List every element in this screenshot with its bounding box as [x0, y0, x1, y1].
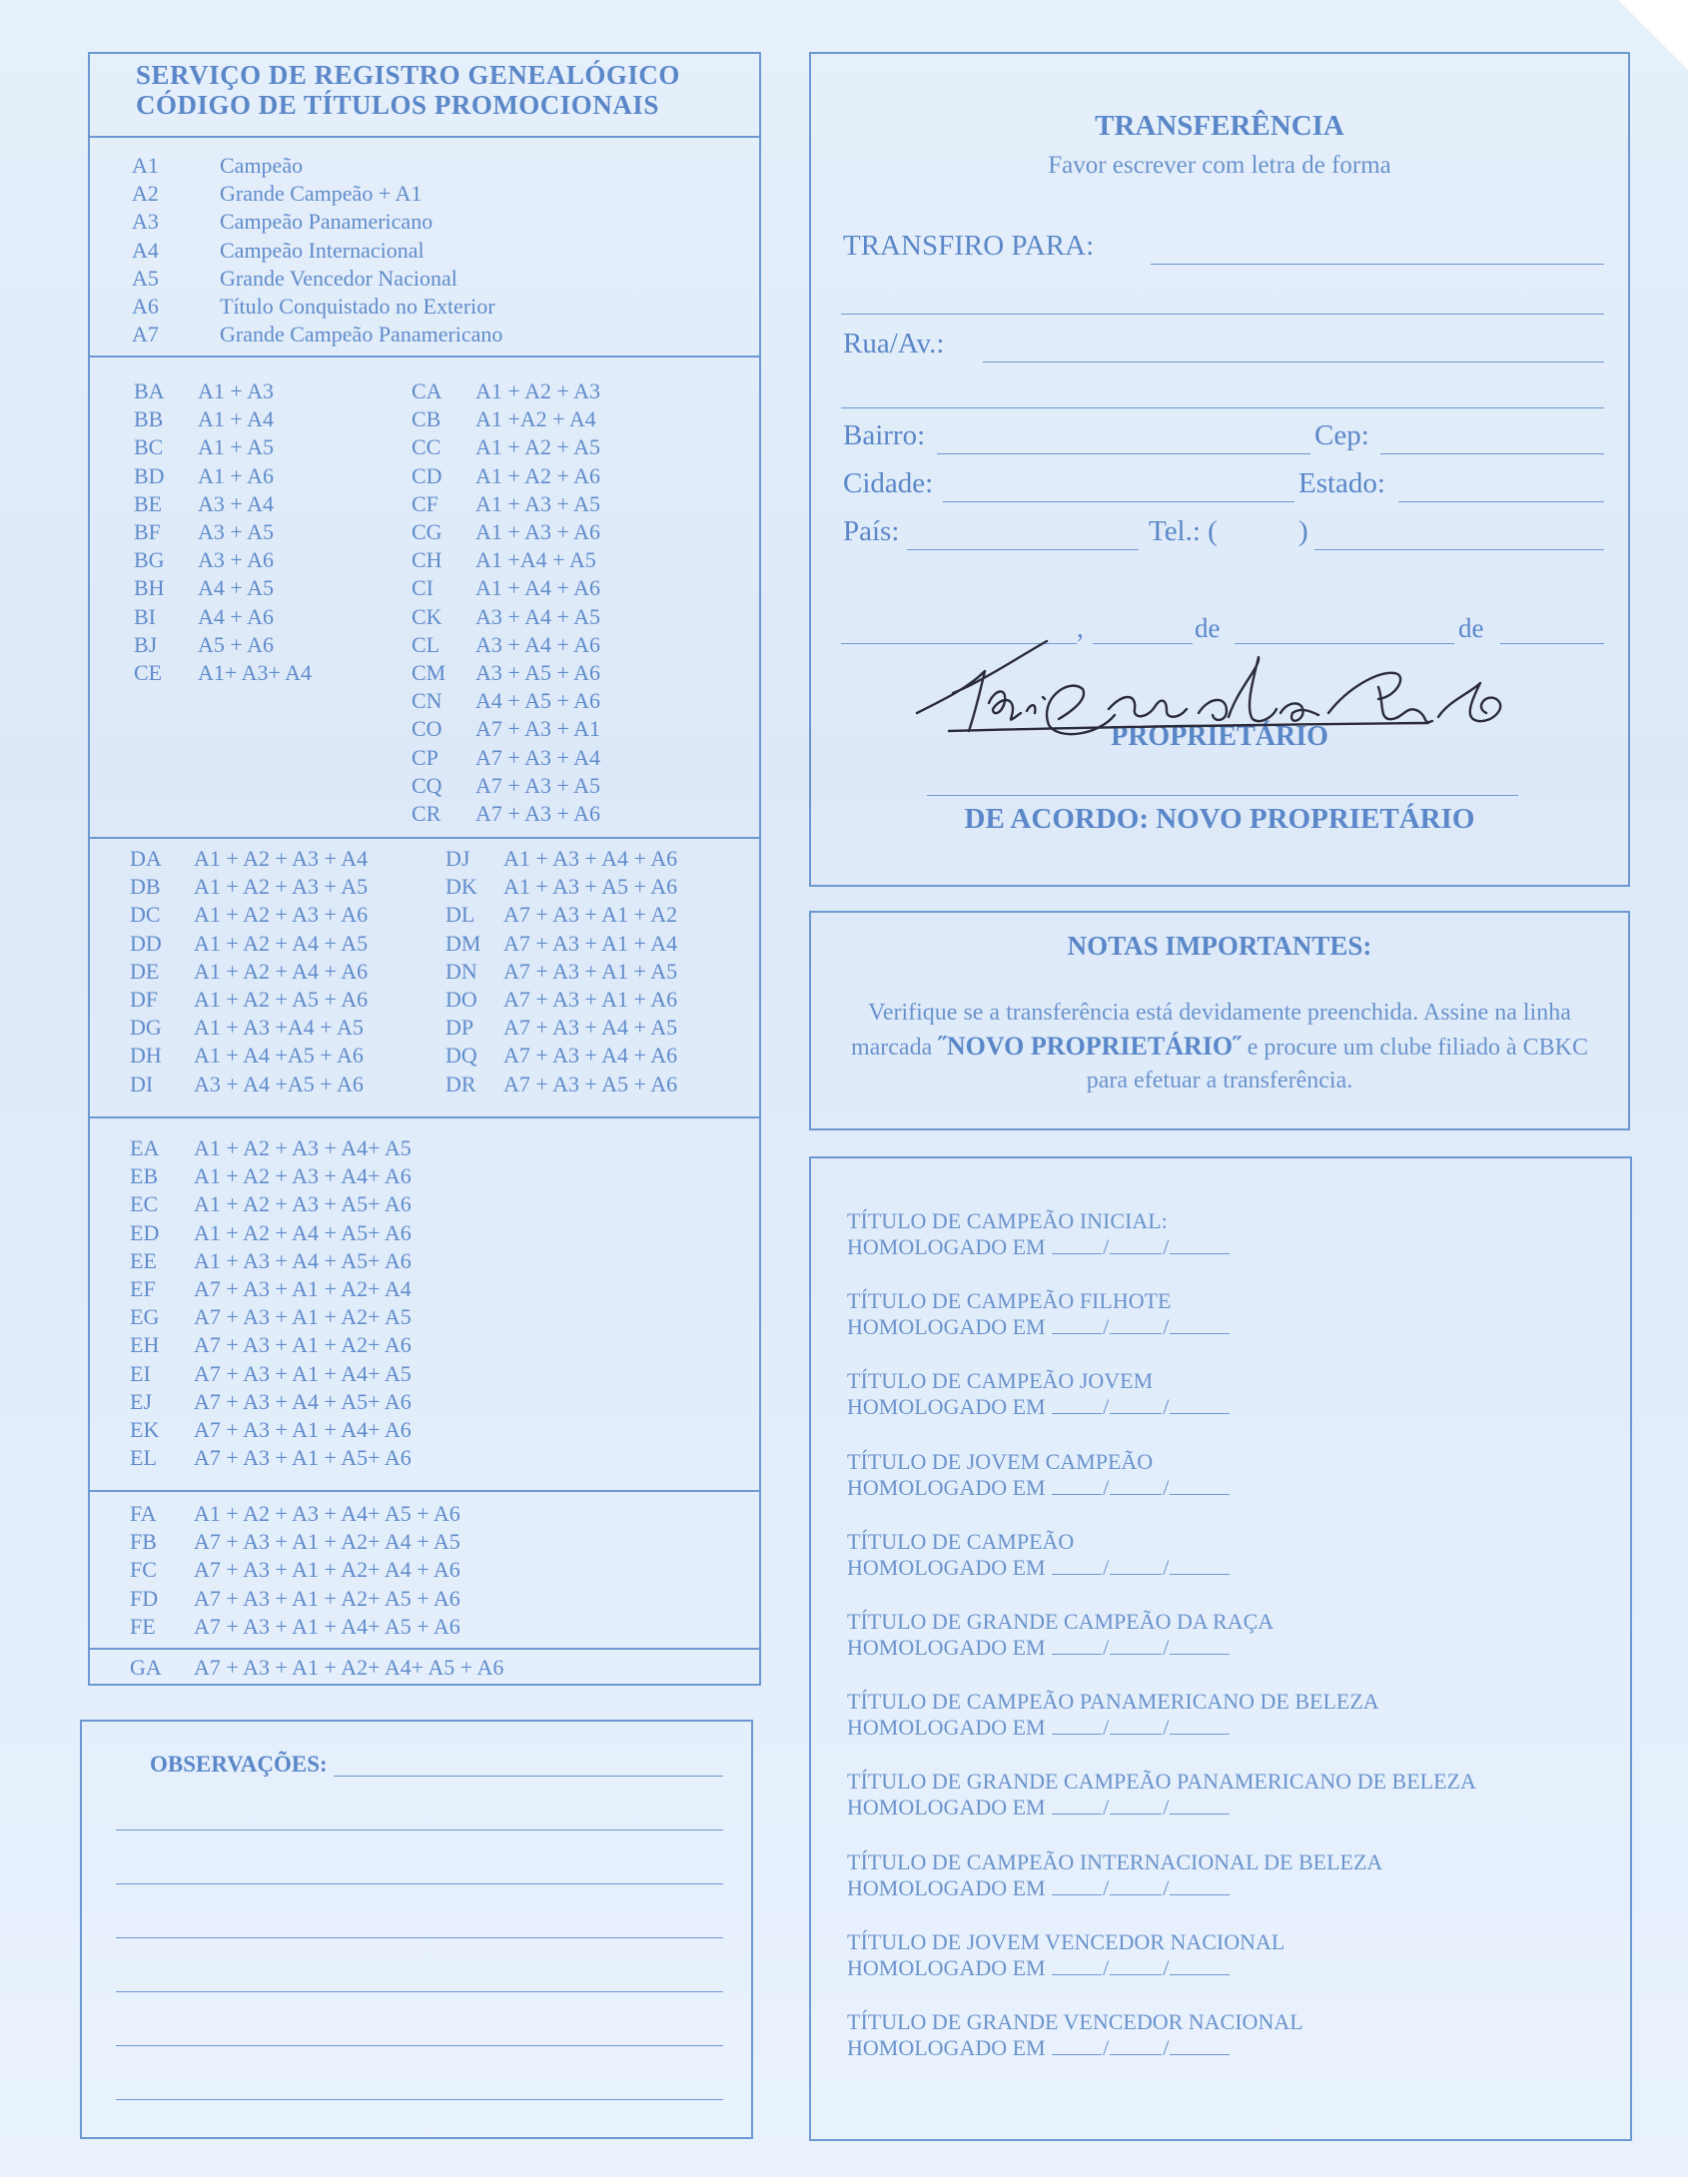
title-combination: A1 + A3 + A5 + A6 [503, 874, 678, 900]
agreement-label: DE ACORDO: NOVO PROPRIETÁRIO [964, 803, 1475, 835]
notes-title: NOTAS IMPORTANTES: [1067, 931, 1372, 961]
title-name: TÍTULO DE JOVEM VENCEDOR NACIONAL [847, 1928, 1285, 1954]
homologated-label: HOMOLOGADO EM [847, 1795, 1046, 1820]
homologation-date-row [847, 1795, 1231, 1820]
title-code: EE [130, 1247, 157, 1273]
year-field[interactable] [1170, 1317, 1230, 1334]
title-combination: A1 +A4 + A5 [475, 547, 596, 573]
title-name: Grande Vencedor Nacional [220, 265, 457, 291]
observations-label: OBSERVAÇÕES: [150, 1752, 328, 1777]
title-code: A4 [132, 237, 159, 263]
date-separator: / [1163, 1394, 1170, 1420]
month-field[interactable] [1110, 1638, 1162, 1655]
title-combination: A1 + A3 [198, 378, 274, 403]
month-field[interactable] [1110, 1718, 1162, 1735]
title-code: A7 [132, 322, 159, 348]
title-code: CK [412, 603, 442, 629]
homologated-label: HOMOLOGADO EM [847, 1954, 1046, 1980]
title-code: DK [445, 874, 477, 900]
title-combination: A7 + A3 + A1 + A2+ A4 + A6 [194, 1557, 460, 1583]
date-separator: / [1103, 1234, 1110, 1259]
divider [90, 1648, 759, 1650]
homologated-label: HOMOLOGADO EM [847, 1234, 1046, 1259]
observations-line[interactable] [116, 1829, 723, 1830]
divider [90, 837, 759, 839]
title-combination: A1 + A2 + A3 + A4+ A5 + A6 [194, 1501, 460, 1526]
header-line-codes: CÓDIGO DE TÍTULOS PROMOCIONAIS [136, 90, 659, 120]
date-separator: / [1163, 2035, 1170, 2060]
year-field[interactable] [1170, 1638, 1230, 1655]
title-combination: A1 + A6 [198, 462, 274, 488]
title-combination: A4 + A5 + A6 [475, 688, 601, 714]
title-combination: A7 + A3 + A1 + A5 [503, 958, 678, 984]
day-field[interactable] [1052, 1638, 1102, 1655]
title-code: DL [445, 902, 475, 928]
date-separator: / [1103, 1314, 1110, 1340]
date-separator: / [1103, 1874, 1110, 1900]
title-code: CM [412, 660, 446, 685]
title-name: Título Conquistado no Exterior [220, 294, 495, 319]
title-code: CR [412, 801, 441, 826]
day-field[interactable] [1052, 1317, 1102, 1334]
date-separator: / [1103, 1394, 1110, 1420]
homologation-date-row [847, 1394, 1231, 1420]
title-combination: A7 + A3 + A1 + A4+ A6 [194, 1417, 412, 1442]
title-code: FC [130, 1557, 157, 1583]
title-name: TÍTULO DE JOVEM CAMPEÃO [847, 1448, 1154, 1474]
date-separator: / [1163, 1715, 1170, 1741]
state-label: Estado: [1298, 467, 1385, 499]
title-combination: A1 + A4 [198, 406, 274, 432]
date-separator: / [1163, 1795, 1170, 1820]
transfer-to-field[interactable] [1151, 264, 1604, 265]
month-field[interactable] [1110, 1397, 1162, 1414]
title-code: CL [412, 631, 440, 657]
year-field[interactable] [1170, 1958, 1230, 1975]
date-separator: / [1103, 1474, 1110, 1500]
state-field[interactable] [1398, 501, 1604, 502]
title-name: TÍTULO DE GRANDE CAMPEÃO DA RAÇA [847, 1609, 1274, 1634]
title-combination: A7 + A3 + A1 + A2 [503, 902, 678, 928]
title-code: GA [130, 1655, 162, 1680]
title-code: DH [130, 1043, 162, 1069]
title-name: Campeão Internacional [220, 237, 424, 263]
title-code: CB [412, 406, 441, 432]
title-code: DA [130, 846, 162, 871]
homologation-date-row [847, 1555, 1231, 1581]
title-combination: A3 + A5 + A6 [475, 660, 601, 685]
year-field[interactable] [1170, 1718, 1230, 1735]
de-label-2: de [1458, 613, 1484, 643]
year-field[interactable] [1170, 1237, 1230, 1254]
homologated-label: HOMOLOGADO EM [847, 1474, 1046, 1500]
day-field[interactable] [1052, 1878, 1102, 1895]
date-separator: / [1163, 1474, 1170, 1500]
observations-line[interactable] [116, 1937, 723, 1938]
day-field[interactable] [1052, 1478, 1102, 1495]
title-code: DI [130, 1071, 154, 1096]
title-combination: A1 + A4 +A5 + A6 [194, 1043, 364, 1069]
title-code: BJ [134, 631, 158, 657]
title-combination: A1 + A3 + A4 + A6 [503, 846, 678, 871]
title-code: A2 [132, 181, 159, 207]
title-code: EB [130, 1163, 159, 1189]
observations-line[interactable] [116, 2099, 723, 2100]
title-name: TÍTULO DE CAMPEÃO JOVEM [847, 1368, 1154, 1394]
title-combination: A1 + A2 + A3 + A6 [194, 902, 369, 928]
title-code: CD [412, 462, 442, 488]
title-code: A5 [132, 265, 159, 291]
street-field[interactable] [983, 362, 1604, 363]
country-field[interactable] [907, 549, 1139, 550]
day-field[interactable] [1052, 1237, 1102, 1254]
title-code: BD [134, 462, 165, 488]
title-code: DO [445, 987, 477, 1012]
title-combination: A7 + A3 + A1 + A2+ A4+ A5 + A6 [194, 1655, 504, 1680]
title-code: EI [130, 1360, 151, 1386]
title-code: DG [130, 1015, 162, 1041]
day-field[interactable] [1052, 1958, 1102, 1975]
title-code: CA [412, 378, 442, 403]
title-combination: A7 + A3 + A1 + A4+ A5 + A6 [194, 1613, 460, 1639]
phone-field[interactable] [1314, 549, 1604, 550]
title-name: Grande Campeão Panamericano [220, 322, 503, 348]
city-field[interactable] [943, 501, 1294, 502]
title-combination: A3 + A4 [198, 490, 274, 516]
homologated-label: HOMOLOGADO EM [847, 1314, 1046, 1340]
title-code: CN [412, 688, 442, 714]
transfer-to-label: TRANSFIRO PARA: [843, 230, 1095, 262]
important-notes-box [809, 911, 1630, 1130]
title-code: DE [130, 958, 160, 984]
title-combination: A1 + A3 + A6 [475, 519, 601, 544]
title-combination: A4 + A6 [198, 603, 274, 629]
month-field[interactable] [1110, 1478, 1162, 1495]
title-code: BC [134, 434, 164, 460]
homologation-date-row [847, 1314, 1231, 1340]
title-combination: A1 + A2 + A5 [475, 434, 601, 460]
owner-label: PROPRIETÁRIO [1111, 721, 1328, 752]
date-separator: / [1163, 1635, 1170, 1660]
title-code: CG [412, 519, 442, 544]
notes-text [831, 997, 1608, 1097]
observations-box [80, 1720, 753, 2139]
title-code: EH [130, 1332, 160, 1358]
title-code: DB [130, 874, 161, 900]
title-combination: A1 +A2 + A4 [475, 406, 596, 432]
title-code: FD [130, 1585, 159, 1611]
title-code: CP [412, 744, 438, 770]
title-code: CE [134, 660, 163, 685]
title-combination: A1 + A5 [198, 434, 274, 460]
observations-line[interactable] [116, 1991, 723, 1992]
homologated-label: HOMOLOGADO EM [847, 1715, 1046, 1741]
month-field[interactable] [1110, 2038, 1162, 2055]
title-code: BB [134, 406, 164, 432]
title-combination: A7 + A3 + A4 + A5 [503, 1015, 678, 1041]
phone-label: Tel.: ( [1149, 515, 1218, 547]
title-combination: A1 + A2 + A3 + A5 [194, 874, 369, 900]
title-combination: A7 + A3 + A1 [475, 716, 601, 742]
divider [90, 136, 759, 138]
month-field[interactable] [1110, 1558, 1162, 1575]
title-combination: A7 + A3 + A6 [475, 801, 601, 826]
homologated-label: HOMOLOGADO EM [847, 1874, 1046, 1900]
day-field[interactable] [1052, 2038, 1102, 2055]
title-code: BE [134, 490, 163, 516]
homologation-date-row [847, 1635, 1231, 1661]
title-combination: A1+ A3+ A4 [198, 660, 313, 685]
title-combination: A1 + A2 + A6 [475, 462, 601, 488]
title-code: FB [130, 1529, 157, 1555]
title-code: EJ [130, 1388, 152, 1414]
title-name: TÍTULO DE CAMPEÃO INTERNACIONAL DE BELEZA [847, 1848, 1383, 1874]
date-separator: / [1163, 1554, 1170, 1580]
title-code: CI [412, 575, 433, 601]
de-label-1: de [1195, 613, 1221, 643]
title-combination: A1 + A2 + A4 + A5+ A6 [194, 1219, 412, 1245]
homologation-date-row [847, 1715, 1231, 1741]
code-table-header [136, 60, 680, 120]
title-combination: A3 + A4 + A6 [475, 631, 601, 657]
title-code: BA [134, 378, 165, 403]
title-code: DR [445, 1071, 476, 1096]
divider [90, 356, 759, 358]
notes-text-bold: ˝NOVO PROPRIETÁRIO˝ [938, 1032, 1242, 1061]
transfer-to-field-line2[interactable] [841, 314, 1604, 315]
year-field[interactable] [1170, 1397, 1230, 1414]
title-combination: A1 + A3 + A5 [475, 490, 601, 516]
title-code: BH [134, 575, 165, 601]
homologated-label: HOMOLOGADO EM [847, 1635, 1046, 1660]
transfer-box [809, 52, 1630, 887]
title-code: DC [130, 902, 161, 928]
month-field[interactable] [1110, 1878, 1162, 1895]
year-field[interactable] [1170, 1558, 1230, 1575]
title-combination: A1 + A2 + A3 [475, 378, 601, 403]
month-field[interactable] [1110, 1958, 1162, 1975]
title-combination: A1 + A3 +A4 + A5 [194, 1015, 364, 1041]
date-comma: , [1077, 613, 1084, 643]
title-code: A3 [132, 209, 159, 235]
title-code: BI [134, 603, 156, 629]
neighborhood-label: Bairro: [843, 419, 926, 451]
title-code: EC [130, 1191, 159, 1217]
title-name: TÍTULO DE GRANDE CAMPEÃO PANAMERICANO DE BELEZA [847, 1769, 1476, 1795]
title-code: DF [130, 987, 159, 1012]
homologated-label: HOMOLOGADO EM [847, 1554, 1046, 1580]
title-combination: A7 + A3 + A1 + A2+ A4 [194, 1276, 412, 1301]
title-code: BF [134, 519, 161, 544]
title-code: ED [130, 1219, 160, 1245]
observations-line[interactable] [116, 1883, 723, 1884]
title-code: CO [412, 716, 442, 742]
title-combination: A3 + A5 [198, 519, 274, 544]
title-code: FE [130, 1613, 156, 1639]
title-combination: A7 + A3 + A1 + A2+ A5 + A6 [194, 1585, 460, 1611]
title-code: A6 [132, 294, 159, 319]
phone-close-paren: ) [1298, 515, 1308, 547]
observations-line[interactable] [334, 1776, 723, 1777]
title-code: A1 [132, 153, 159, 178]
homologated-label: HOMOLOGADO EM [847, 1394, 1046, 1420]
year-field[interactable] [1170, 1478, 1230, 1495]
homologation-date-row [847, 1475, 1231, 1501]
title-code: EL [130, 1445, 157, 1471]
title-code: DM [445, 930, 481, 956]
homologated-label: HOMOLOGADO EM [847, 2035, 1046, 2060]
month-field[interactable] [1110, 1317, 1162, 1334]
title-name: TÍTULO DE GRANDE VENCEDOR NACIONAL [847, 2009, 1303, 2034]
title-combination: A1 + A2 + A5 + A6 [194, 987, 369, 1012]
title-combination: A7 + A3 + A4 [475, 744, 601, 770]
title-code: CH [412, 547, 442, 573]
title-combination: A4 + A5 [198, 575, 274, 601]
month-field[interactable] [1110, 1237, 1162, 1254]
observations-line[interactable] [116, 2045, 723, 2046]
title-combination: A7 + A3 + A1 + A2+ A5 [194, 1304, 412, 1330]
title-code: EF [130, 1276, 156, 1301]
titles-homologation-box [809, 1156, 1632, 2141]
title-combination: A7 + A3 + A5 [475, 772, 601, 798]
homologation-date-row [847, 1234, 1231, 1260]
title-code: BG [134, 547, 165, 573]
title-combination: A7 + A3 + A1 + A2+ A4 + A5 [194, 1529, 460, 1555]
title-combination: A5 + A6 [198, 631, 274, 657]
promotional-titles-code-table [88, 52, 761, 1686]
transfer-subtitle: Favor escrever com letra de forma [1048, 152, 1391, 179]
title-combination: A7 + A3 + A1 + A2+ A6 [194, 1332, 412, 1358]
homologation-date-row [847, 2035, 1231, 2061]
title-name: TÍTULO DE CAMPEÃO FILHOTE [847, 1288, 1172, 1314]
title-name: TÍTULO DE CAMPEÃO PANAMERICANO DE BELEZA [847, 1689, 1379, 1715]
title-combination: A1 + A2 + A3 + A4+ A6 [194, 1163, 412, 1189]
title-combination: A1 + A4 + A6 [475, 575, 601, 601]
street-label: Rua/Av.: [843, 328, 945, 360]
new-owner-signature-line[interactable] [927, 795, 1518, 796]
date-separator: / [1103, 1715, 1110, 1741]
title-code: DJ [445, 846, 470, 871]
date-separator: / [1103, 1554, 1110, 1580]
day-field[interactable] [1052, 1558, 1102, 1575]
date-separator: / [1163, 1314, 1170, 1340]
divider [90, 1116, 759, 1118]
year-field[interactable] [1170, 2038, 1230, 2055]
day-field[interactable] [1052, 1397, 1102, 1414]
homologation-date-row [847, 1875, 1231, 1901]
title-combination: A1 + A2 + A3 + A4 [194, 846, 369, 871]
title-code: DN [445, 958, 477, 984]
street-field-line2[interactable] [841, 407, 1604, 408]
date-separator: / [1103, 1795, 1110, 1820]
city-label: Cidade: [843, 467, 934, 499]
neighborhood-field[interactable] [937, 453, 1310, 454]
date-separator: / [1103, 2035, 1110, 2060]
title-name: Campeão Panamericano [220, 209, 433, 235]
title-combination: A7 + A3 + A5 + A6 [503, 1071, 678, 1096]
title-combination: A1 + A2 + A3 + A5+ A6 [194, 1191, 412, 1217]
title-code: DP [445, 1015, 474, 1041]
day-field[interactable] [1052, 1798, 1102, 1815]
divider [90, 1490, 759, 1492]
country-label: País: [843, 515, 900, 547]
title-name: Campeão [220, 153, 304, 178]
title-combination: A7 + A3 + A4 + A5+ A6 [194, 1388, 412, 1414]
title-combination: A3 + A4 +A5 + A6 [194, 1071, 364, 1096]
title-combination: A1 + A3 + A4 + A5+ A6 [194, 1247, 412, 1273]
title-code: FA [130, 1501, 157, 1526]
cep-field[interactable] [1380, 453, 1604, 454]
title-combination: A7 + A3 + A1 + A4 [503, 930, 678, 956]
title-code: CC [412, 434, 441, 460]
title-code: EG [130, 1304, 160, 1330]
title-combination: A1 + A2 + A3 + A4+ A5 [194, 1135, 412, 1160]
transfer-title: TRANSFERÊNCIA [1095, 110, 1344, 142]
date-separator: / [1103, 1635, 1110, 1660]
title-combination: A3 + A4 + A5 [475, 603, 601, 629]
date-separator: / [1163, 1874, 1170, 1900]
title-combination: A7 + A3 + A1 + A4+ A5 [194, 1360, 412, 1386]
header-line-registry: SERVIÇO DE REGISTRO GENEALÓGICO [136, 60, 680, 90]
notes-text-part1: Verifique se a transferência está devidamente preenchida. Assine na linha marcada [850, 1000, 1571, 1061]
month-field[interactable] [1110, 1798, 1162, 1815]
homologation-date-row [847, 1955, 1231, 1981]
title-code: CF [412, 490, 438, 516]
year-field[interactable] [1170, 1878, 1230, 1895]
date-separator: / [1163, 1954, 1170, 1980]
cep-label: Cep: [1314, 419, 1369, 451]
title-name: TÍTULO DE CAMPEÃO [847, 1528, 1075, 1554]
date-separator: / [1103, 1954, 1110, 1980]
title-name: TÍTULO DE CAMPEÃO INICIAL: [847, 1208, 1168, 1233]
year-field[interactable] [1170, 1798, 1230, 1815]
handwritten-signature [909, 627, 1518, 757]
title-code: EA [130, 1135, 160, 1160]
title-combination: A7 + A3 + A1 + A5+ A6 [194, 1445, 412, 1471]
title-combination: A1 + A2 + A4 + A5 [194, 930, 369, 956]
day-field[interactable] [1052, 1718, 1102, 1735]
title-combination: A7 + A3 + A1 + A6 [503, 987, 678, 1012]
title-combination: A1 + A2 + A4 + A6 [194, 958, 369, 984]
date-separator: / [1163, 1234, 1170, 1259]
title-combination: A7 + A3 + A4 + A6 [503, 1043, 678, 1069]
title-code: DD [130, 930, 162, 956]
title-name: Grande Campeão + A1 [220, 181, 423, 207]
title-code: DQ [445, 1043, 477, 1069]
title-code: EK [130, 1417, 160, 1442]
notes-text-part2: e procure um clube filiado à CBKC para efetuar a transferência. [1086, 1035, 1589, 1093]
title-combination: A3 + A6 [198, 547, 274, 573]
title-code: CQ [412, 772, 442, 798]
